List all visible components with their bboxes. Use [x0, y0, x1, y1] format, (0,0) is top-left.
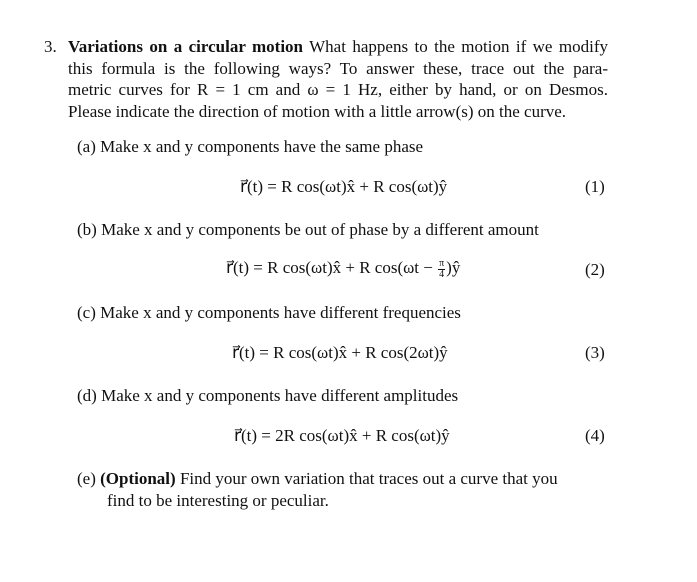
equation-1: r⃗(t) = R cos(ωt)x̂ + R cos(ωt)ŷ: [240, 177, 448, 196]
part-a: [77, 136, 423, 158]
part-d-text: Make x and y components have different amplitudes: [101, 386, 459, 405]
problem-line-1: What happens to the motion if we modify: [309, 37, 608, 56]
problem-line-4: Please indicate the direction of motion with a little arrow(s) on the curve.: [68, 101, 567, 121]
equation-1-number: (1): [585, 177, 605, 196]
fraction-denominator: 4: [439, 268, 445, 280]
part-a-text: Make x and y components have the same phase: [100, 137, 424, 156]
equation-4: r⃗(t) = 2R cos(ωt)x̂ + R cos(ωt)ŷ: [234, 426, 450, 445]
equation-2-pre: r⃗(t) = R cos(ωt)x̂ + R cos(ωt −: [226, 258, 438, 277]
equation-3-number: (3): [585, 343, 605, 362]
part-e: [77, 468, 558, 490]
fraction-numerator: π: [439, 257, 445, 269]
part-d-label: (d): [77, 386, 97, 405]
problem-statement: [68, 36, 608, 122]
part-a-label: (a): [77, 137, 96, 156]
optional-tag: (Optional): [100, 469, 176, 488]
part-e-text-line-1: Find your own variation that traces out a curve that you: [179, 469, 558, 488]
part-b-text: Make x and y components be out of phase by a different amount: [101, 220, 539, 239]
part-c-label: (c): [77, 303, 96, 322]
part-b: [77, 219, 539, 241]
part-e-label: (e): [77, 469, 96, 488]
equation-2-number: (2): [585, 260, 605, 279]
equation-4-number: (4): [585, 426, 605, 445]
part-e-continuation: find to be interesting or peculiar.: [107, 491, 329, 510]
equation-2-post: )ŷ: [446, 258, 461, 277]
part-c-text: Make x and y components have different frequencies: [100, 303, 461, 322]
problem-line-2: this formula is the following ways? To answer these, trace out the para-: [68, 58, 608, 78]
equation-2: [226, 258, 460, 280]
problem-line-3: metric curves for R = 1 cm and ω = 1 Hz, either by hand, or on Desmos.: [68, 80, 608, 99]
equation-3: r⃗(t) = R cos(ωt)x̂ + R cos(2ωt)ŷ: [232, 343, 448, 362]
problem-title: Variations on a circular motion: [68, 37, 304, 56]
pi-over-four-fraction: [438, 259, 445, 280]
part-b-label: (b): [77, 220, 97, 239]
part-d: [77, 385, 458, 407]
problem-number: 3.: [44, 37, 57, 56]
part-c: [77, 302, 461, 324]
